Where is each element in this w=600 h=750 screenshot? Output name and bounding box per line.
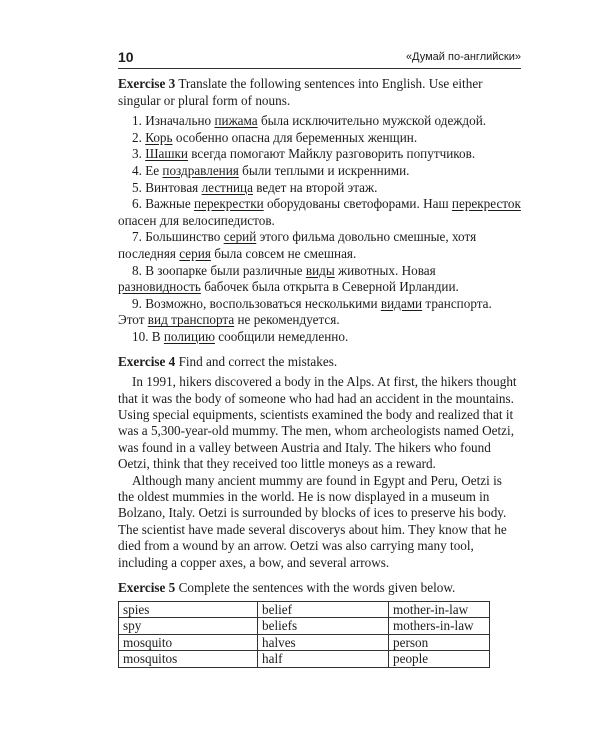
word-table: [118, 601, 490, 668]
sentence-text: была совсем не смешная.: [210, 245, 357, 261]
table-row: [119, 601, 490, 618]
underlined-noun: серия: [179, 245, 211, 261]
exercise-3-sentence: [118, 329, 521, 346]
sentence-text: животных. Новая: [334, 262, 436, 278]
underlined-noun: лестница: [201, 179, 253, 195]
underlined-noun: вид транспорта: [147, 312, 235, 328]
sentence-text: 8. В зоопарке были различные: [132, 262, 306, 278]
underlined-noun: Корь: [145, 129, 173, 145]
table-cell: beliefs: [258, 618, 389, 635]
sentence-text: опасен для велосипедистов.: [118, 212, 275, 228]
table-row: [119, 651, 490, 668]
sentence-text: сообщили немедленно.: [214, 328, 349, 344]
table-cell: spy: [119, 618, 258, 635]
exercise-3-label: Exercise 3: [118, 76, 176, 91]
underlined-noun: полицию: [163, 328, 215, 344]
sentence-text: этого фильма довольно смешные, хотя последняя: [118, 229, 477, 261]
underlined-noun: перекресток: [451, 196, 521, 212]
table-row: [119, 618, 490, 635]
sentence-text: 5. Винтовая: [132, 179, 202, 195]
page-content: [118, 74, 521, 668]
exercise-3-instruction: Translate the following sentences into English. Use either singular or plural form of nouns.: [118, 76, 483, 108]
sentence-text: 7. Большинство: [132, 229, 224, 245]
underlined-noun: виды: [305, 262, 335, 278]
sentence-text: 3.: [132, 146, 146, 162]
page-number: 10: [118, 49, 134, 65]
exercise-3-sentence: [118, 113, 521, 130]
sentence-text: 9. Возможно, воспользоваться несколькими: [132, 295, 381, 311]
sentence-text: ведет на второй этаж.: [252, 179, 378, 195]
sentence-text: бабочек была открыта в Северной Ирландии.: [200, 279, 459, 295]
header-rule: [118, 68, 521, 69]
sentence-text: особенно опасна для беременных женщин.: [172, 129, 418, 145]
underlined-noun: пижама: [214, 113, 258, 129]
sentence-text: 10. В: [132, 328, 164, 344]
table-cell: half: [258, 651, 389, 668]
exercise-3-sentence: [118, 163, 521, 180]
underlined-noun: Шашки: [145, 146, 188, 162]
exercise-5-heading: [118, 580, 521, 597]
sentence-text: 2.: [132, 129, 146, 145]
sentence-text: всегда помогают Майклу разговорить попутчиков.: [187, 146, 476, 162]
table-cell: belief: [258, 601, 389, 618]
exercise-3-sentence-list: [118, 113, 521, 345]
table-cell: people: [389, 651, 490, 668]
table-cell: mother-in-law: [389, 601, 490, 618]
sentence-text: 1. Изначально: [132, 113, 215, 129]
exercise-4-paragraph: In 1991, hikers discovered a body in the Alps. At first, the hikers thought that it was the body of someone who had had an accident in the mountains. Using special equipments, scientists examined the body and realized that it was a 5,300-year-old mummy. The men, whom archeologists named Oetzi, was found in a valley between Austria and Italy. The hikers who found Oetzi, think that they received too little moneys as a reward.: [118, 374, 517, 472]
exercise-3-sentence: [118, 296, 521, 329]
underlined-noun: видами: [380, 295, 423, 311]
sentence-text: были теплыми и искренними.: [238, 162, 410, 178]
exercise-3-sentence: [118, 146, 521, 163]
underlined-noun: разновидность: [118, 279, 201, 295]
underlined-noun: серий: [223, 229, 257, 245]
table-cell: mothers-in-law: [389, 618, 490, 635]
table-cell: spies: [119, 601, 258, 618]
table-cell: person: [389, 634, 490, 651]
sentence-text: транспорта. Этот: [118, 295, 492, 328]
underlined-noun: поздравления: [162, 162, 239, 178]
exercise-4-paragraph: Although many ancient mummy are found in Egypt and Peru, Oetzi is the oldest mummies in the world. He is now displayed in a museum in Bolzano, Italy. Oetzi is surrounded by blocks of ices to preserve his body. The scientist have made several discoverys about him. They know that he died from a wound by an arrow. Oetzi was also carrying many tool, including a copper axes, a bow, and several arrows.: [118, 472, 507, 570]
exercise-3-heading: [118, 76, 521, 109]
sentence-text: 6. Важные: [132, 196, 195, 212]
table-cell: halves: [258, 634, 389, 651]
running-title: «Думай по-английски»: [405, 51, 521, 63]
exercise-3-sentence: [118, 196, 521, 229]
sentence-text: оборудованы светофорами. Наш: [263, 196, 452, 212]
sentence-text: не рекомендуется.: [234, 312, 340, 328]
exercise-3-sentence: [118, 263, 521, 296]
exercise-3-sentence: [118, 180, 521, 197]
exercise-3-sentence: [118, 130, 521, 147]
exercise-3-sentence: [118, 229, 521, 262]
table-cell: mosquito: [119, 634, 258, 651]
exercise-5-label: Exercise 5: [118, 579, 176, 595]
table-row: [119, 634, 490, 651]
exercise-4-heading: [118, 354, 521, 371]
table-cell: mosquitos: [119, 651, 258, 668]
exercise-4-instruction: Find and correct the mistakes.: [178, 353, 338, 369]
exercise-4-label: Exercise 4: [118, 353, 176, 369]
exercise-5-instruction: Complete the sentences with the words given below.: [178, 579, 456, 595]
underlined-noun: перекрестки: [194, 196, 264, 212]
sentence-text: была исключительно мужской одеждой.: [257, 113, 487, 129]
sentence-text: 4. Ее: [132, 162, 163, 178]
